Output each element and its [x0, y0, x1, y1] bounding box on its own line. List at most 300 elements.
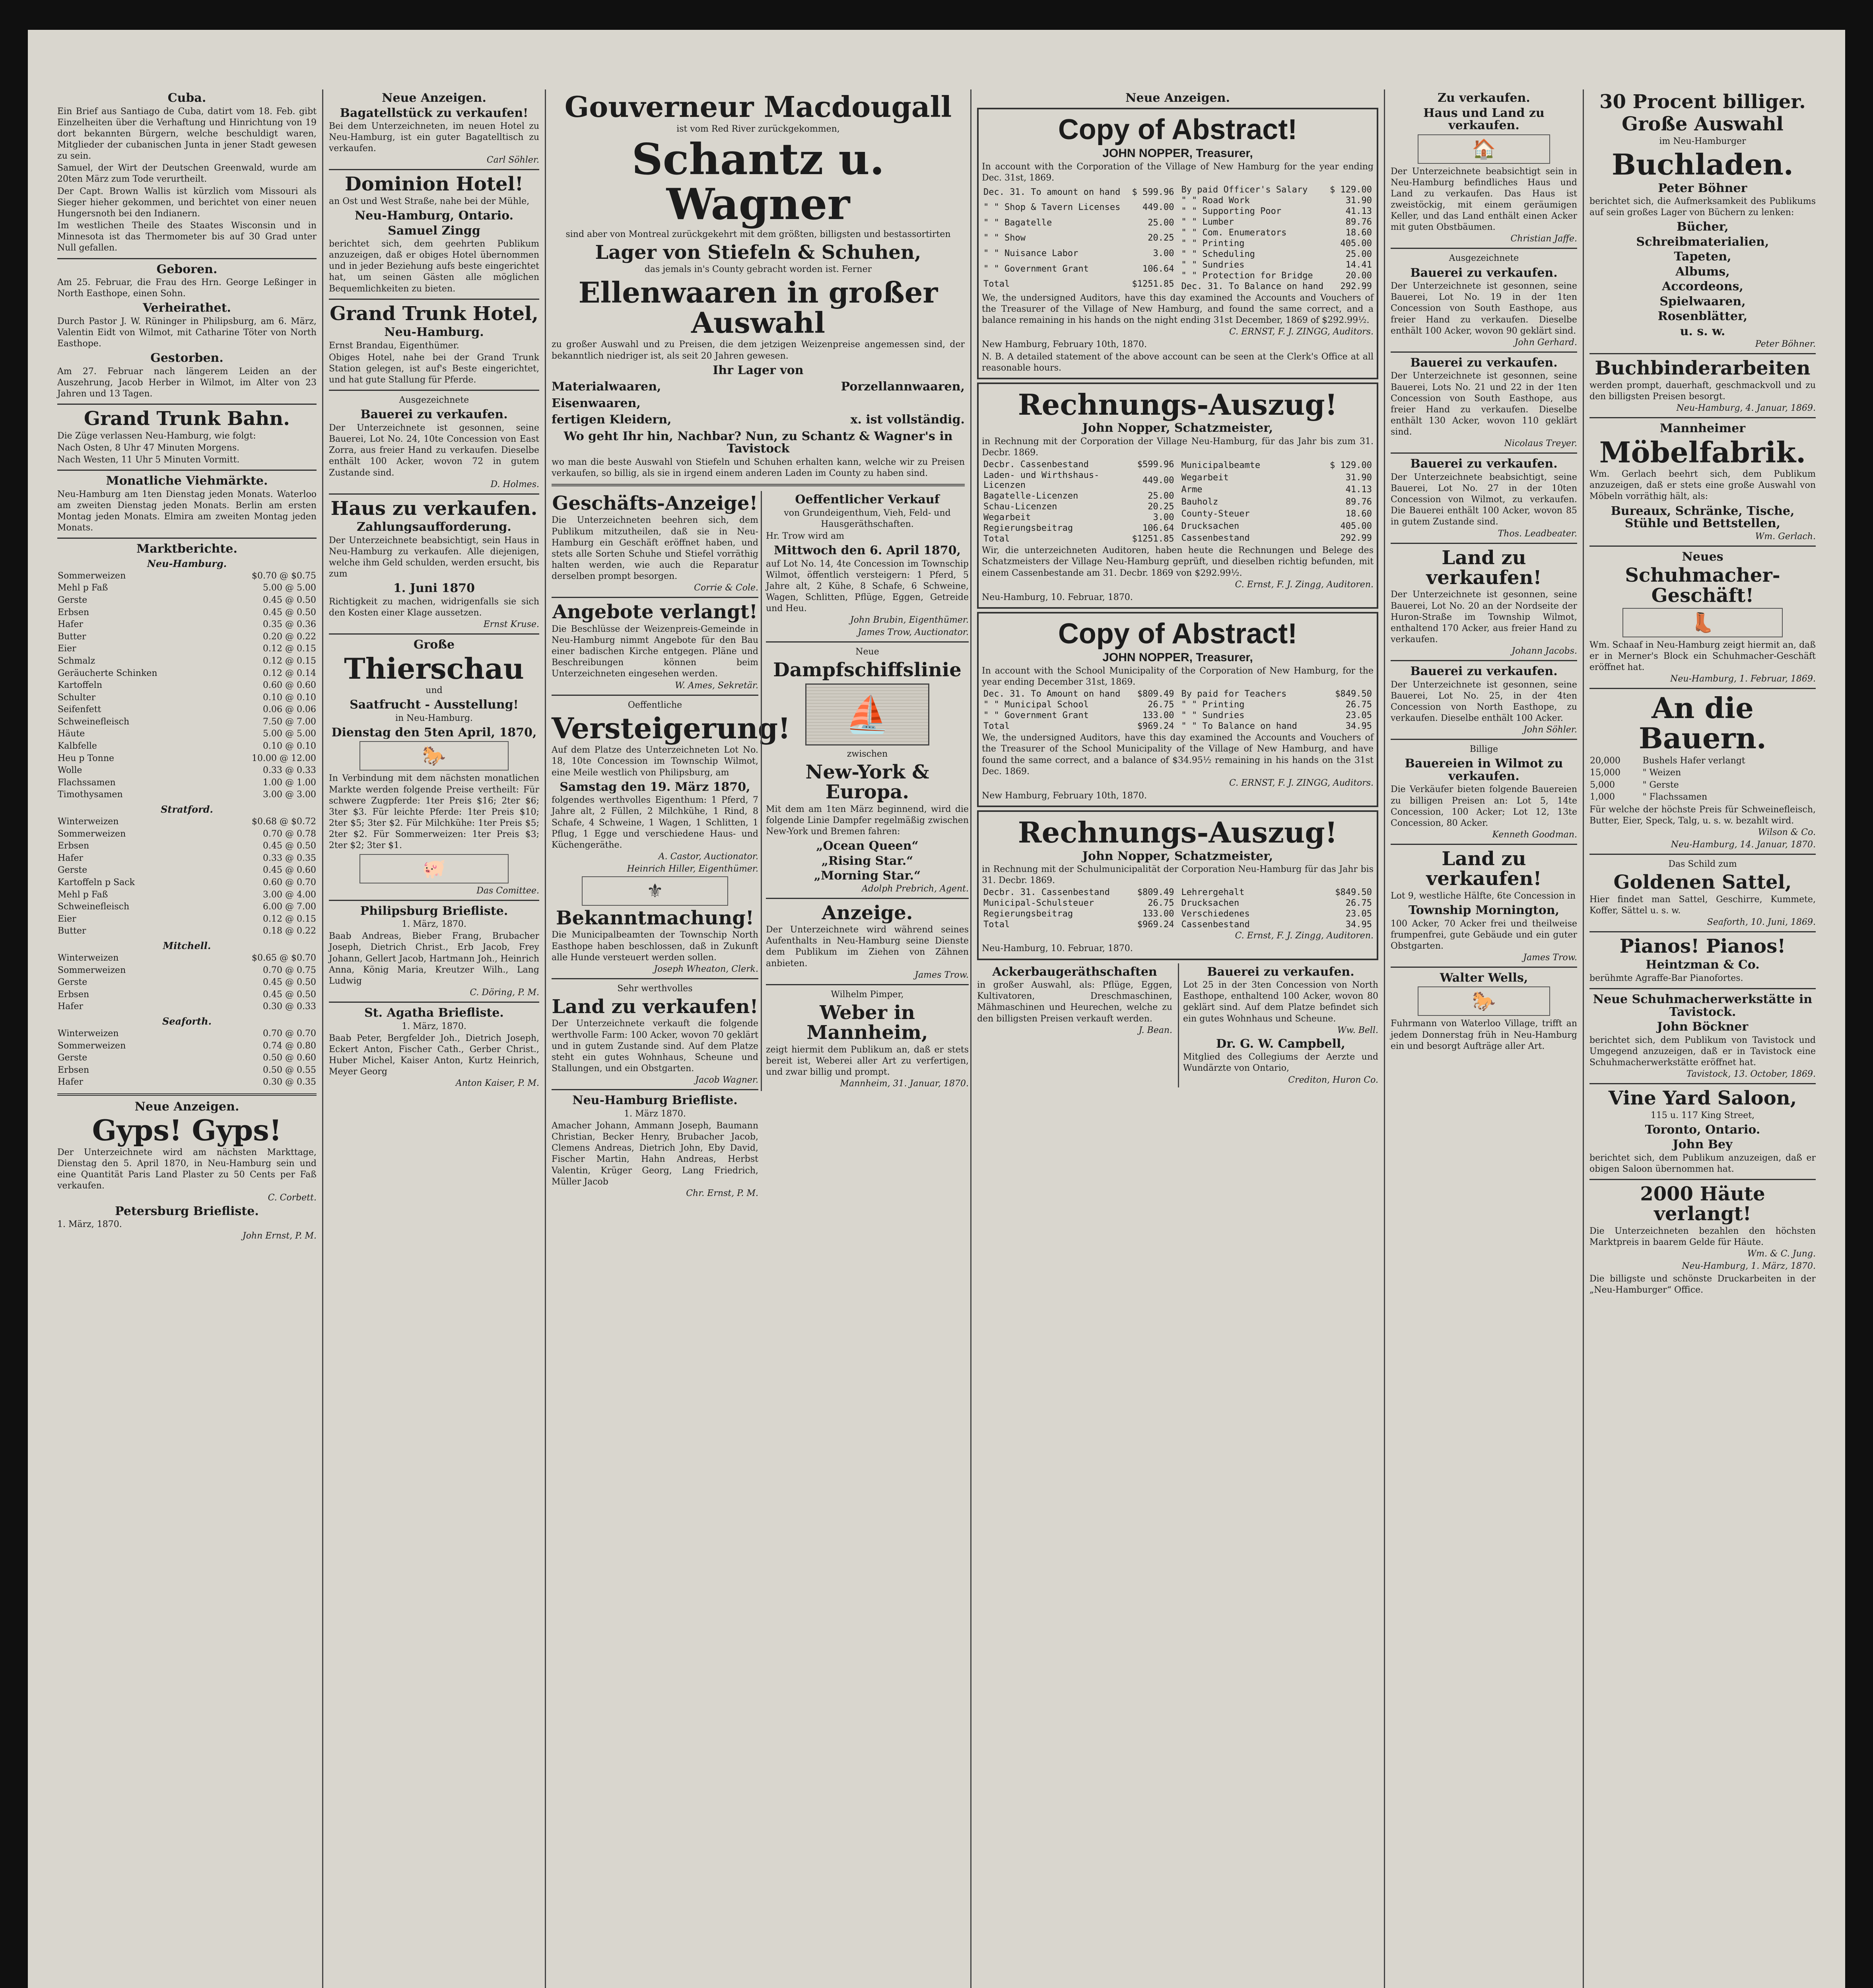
column-6 — [1583, 89, 1821, 1988]
walter-wells-text: Fuhrmann von Waterloo Village, trifft an jedem Donnerstag früh in Neu-Hamburg ein und besorgt Aufträge aller Art. — [1391, 1019, 1577, 1051]
divider — [329, 390, 539, 391]
divider — [57, 538, 317, 539]
column-2 — [322, 89, 545, 1988]
farmers-date: Neu-Hamburg, 14. Januar, 1870. — [1671, 840, 1816, 850]
land-sale-2-text: Lot 9, westliche Hälfte, 6te Concession in — [1391, 891, 1576, 901]
births-heading: Geboren. — [156, 262, 218, 276]
account-summary-date: Neu-Hamburg, 10. Februar, 1870. — [982, 592, 1133, 602]
table-row: " " Protection for Bridge 20.00 — [1181, 270, 1372, 281]
table-row: Hafer 0.30 @ 0.35 — [58, 1077, 316, 1087]
table-row: Wegarbeit 31.90 — [1181, 472, 1372, 483]
wilmot-farms-heading: Bauereien in Wilmot zu verkaufen. — [1405, 757, 1563, 783]
auction-signature-1: A. Castor, Auctionator. — [658, 852, 758, 862]
table-row: Schau-Licenzen 20.25 — [983, 502, 1174, 512]
list-item: u. s. w. — [1680, 324, 1725, 338]
greenwald-text: Samuel, der Wirt der Deutschen Greenwald, wurde am 20ten März zum Tode verurtheilt. — [57, 163, 317, 184]
table-row: 20,000 Bushels Hafer verlangt — [1590, 755, 1745, 766]
divider — [766, 898, 969, 899]
table-row: Gerste 0.45 @ 0.50 — [58, 977, 316, 988]
divider — [1589, 417, 1816, 418]
divider — [552, 484, 965, 486]
list-item: Eisenwaaren, — [552, 396, 641, 410]
table-row: " " Nuisance Labor 3.00 — [983, 248, 1174, 258]
auction-text: Auf dem Platze des Unterzeichneten Lot No. 18, 10te Concession im Townschip Wilmot, eine Meile westlich von Philipsburg, am — [552, 745, 758, 778]
selection-sub: im Neu-Hamburger — [1659, 136, 1746, 146]
governor-heading: Gouverneur Macdougall — [564, 90, 952, 124]
steamship-ship-1: „Ocean Queen“ — [816, 839, 919, 853]
tavistock-shoe-date: Tavistock, 13. October, 1869. — [1686, 1069, 1816, 1079]
table-row: 5,000 " Gerste — [1590, 780, 1679, 790]
table-row: Verschiedenes 23.05 — [1181, 909, 1372, 919]
divider — [57, 258, 317, 259]
farm-sale-text: Der Unterzeichnete ist gesonnen, seine Bauerei, Lot No. 24, 10te Concession von East Zorra, aus freier Hand zu verkaufen. Dieselbe enthält 100 Acker, wovon 72 in gutem Zustande sind. — [329, 423, 539, 478]
table-row: Dec. 31. To amount on hand $ 599.96 — [983, 187, 1174, 197]
table-row: " " Government Grant 106.64 — [983, 264, 1174, 274]
abstract-debit-table — [982, 184, 1176, 292]
table-row: Schulter 0.10 @ 0.10 — [58, 692, 316, 703]
land-sale-heading: Land zu verkaufen! — [552, 996, 758, 1018]
divider — [1589, 1179, 1816, 1180]
farm-sale-signature: D. Holmes. — [490, 479, 539, 489]
nh-list-signature: Chr. Ernst, P. M. — [686, 1188, 758, 1198]
house-sale-heading: Haus zu verkaufen. — [330, 497, 538, 520]
abstract-accounts — [982, 184, 1374, 292]
weaver-heading: Weber in Mannheim, — [806, 1001, 928, 1044]
farm-sale-ad — [1178, 963, 1378, 1087]
deaths-heading: Gestorben. — [150, 351, 223, 365]
divider — [1391, 967, 1577, 968]
table-row: Hafer 0.33 @ 0.35 — [58, 853, 316, 863]
farm-3-signature: Thos. Leadbeater. — [1498, 528, 1577, 539]
table-row: Erbsen 0.50 @ 0.55 — [58, 1065, 316, 1075]
schantz-wagner-heading: Schantz u. Wagner — [631, 134, 885, 230]
saloon-address: 115 u. 117 King Street, — [1650, 1110, 1755, 1120]
tenders-heading: Angebote verlangt! — [552, 601, 758, 623]
coat-of-arms-icon: ⚜ — [582, 876, 728, 906]
public-sale-text: Hr. Trow wird am — [766, 531, 844, 541]
list-item: Spielwaaren, — [1659, 294, 1746, 309]
schantz-wagner-text: sind aber von Montreal zurückgekehrt mit dem größten, billigsten und bestassortirten — [565, 229, 951, 239]
school-abstract-auditors: C. ERNST, F. J. ZINGG, Auditors. — [1229, 778, 1374, 788]
pig-icon: 🐖 — [359, 854, 508, 883]
tavistock-shoe-text: berichtet sich, dem Publikum von Tavistock und Umgegend anzuzeigen, daß er in Tavistock eine Schuhmacherwerkstätte eröffnet hat. — [1589, 1035, 1816, 1068]
payment-request-text: Der Unterzeichnete beabsichtigt, sein Haus in Neu-Hamburg zu verkaufen. Alle diejenigen, welche ihm Geld schulden, werden ersucht, bis zum — [329, 535, 539, 579]
business-notice-text: Die Unterzeichneten beehren sich, dem Publikum mitzutheilen, daß sie in Neu-Hamburg ein Geschäft eröffnet haben, und stets alle Sorten Schuhe und Stiefel vorräthig halten werden, wie auch die Reparatur derselben prompt besorgen. — [552, 515, 758, 582]
dominion-hotel-owner: Samuel Zingg — [388, 223, 480, 238]
hides-text: Die Unterzeichneten bezahlen den höchsten Marktpreis in baarem Gelde für Häute. — [1589, 1226, 1816, 1247]
house-land-text: Der Unterzeichnete beabsichtigt sein in Neu-Hamburg befindliches Haus und Land zu verkaufen. Das Haus ist zweistöckig, mit einem geräumigen Keller, und das Land enthält einen Acker mit guten Obstbäumen. — [1391, 166, 1577, 233]
account-summary-audit: Wir, die unterzeichneten Auditoren, haben heute die Rechnungen und Belege des Schatzmeisters der Village Neu-Hamburg geprüft, und dieselben richtig befunden, mit einem Cassenbestande am 31. Decbr. 1869 von $292.99½. — [982, 546, 1374, 578]
capt-text: Der Capt. Brown Wallis ist kürzlich vom Missouri als Sieger hieher gekommen, und berichtet von einer neuen Hungersnoth bei den Indianern. — [57, 186, 317, 219]
divider — [766, 641, 969, 643]
steamship-heading: Dampfschiffslinie — [773, 659, 962, 681]
doctor-place: Crediton, Huron Co. — [1288, 1075, 1378, 1085]
public-sale-signature-1: John Brubin, Eigenthümer. — [850, 615, 969, 625]
list-item: Accordeons, — [1662, 280, 1743, 294]
weaver-signature: Mannheim, 31. Januar, 1870. — [840, 1079, 969, 1089]
divider — [1589, 931, 1816, 932]
bottom-ads-row — [977, 963, 1378, 1087]
table-row: Total $969.24 — [983, 920, 1174, 930]
abstract-box — [977, 108, 1378, 379]
cuba-heading: Cuba. — [167, 91, 206, 105]
table-row: Eier 0.12 @ 0.15 — [58, 914, 316, 924]
bookbinding-text: werden prompt, dauerhaft, geschmackvoll und zu den billigsten Preisen besorgt. — [1589, 380, 1816, 402]
table-row: 1,000 " Flachssamen — [1590, 792, 1708, 802]
auction-text2: folgendes werthvolles Eigenthum: 1 Pferd, 7 Jahre alt, 2 Füllen, 2 Milchkühe, 1 Rind, 8 Schafe, 4 Schweine, 1 Wagen, 1 Schlitten, 1 Pflug, 1 Egge und verschiedene Haus- und Küchengeräthe. — [552, 795, 758, 850]
town-heading: Seaforth. — [162, 1015, 212, 1027]
animal-show-place: in Neu-Hamburg. — [395, 713, 473, 723]
school-abstract-accounts — [982, 689, 1374, 732]
petersburg-signature: John Ernst, P. M. — [242, 1231, 317, 1241]
table-row: Butter 0.18 @ 0.22 — [58, 926, 316, 936]
farm-2-heading: Bauerei zu verkaufen. — [1410, 355, 1558, 370]
table-row: Dec. 31. To Balance on hand 292.99 — [1181, 281, 1372, 291]
schantz-wagner-big: Ellenwaaren in großer Auswahl — [578, 276, 938, 340]
account-summary-sub: in Rechnung mit der Corporation der Village Neu-Hamburg, für das Jahr bis zum 31. Decbr. 1869. — [982, 436, 1374, 458]
business-notice-heading: Geschäfts-Anzeige! — [552, 492, 758, 515]
farmers-text: Für welche der höchste Preis für Schweinefleisch, Butter, Eier, Speck, Talg, u. s. w. bezahlt wird. — [1589, 804, 1816, 826]
divider — [1391, 452, 1577, 454]
farm-3-text: Der Unterzeichnete beabsichtigt, seine Bauerei, Lot No. 27 in der 10ten Concession von Wilmot, zu verkaufen. Die Bauerei enthält 100 Acker, wovon 85 in gutem Zustande sind. — [1391, 472, 1577, 527]
price-table-neu-hamburg — [57, 570, 317, 801]
shoemaker-date: Neu-Hamburg, 1. Februar, 1869. — [1670, 674, 1816, 684]
abstract-audit: We, the undersigned Auditors, have this day examined the Accounts and Vouchers of the Treasurer of the Village of New Hamburg, and found the same correct, and a balance remaining in his hands on the night ending 31st December, 1869 of $292.99½. — [982, 293, 1374, 326]
farm-tools-signature: J. Bean. — [1139, 1025, 1172, 1035]
school-abstract-credit-table — [1180, 689, 1374, 732]
schantz-wagner-text3: wo man die beste Auswahl von Stiefeln und Schuhen erhalten kann, welche wir zu Preisen verkaufen, so billig, als sie in irgend einem anderen Laden im County zu haben sind. — [552, 457, 965, 478]
selection-heading: Große Auswahl — [1622, 113, 1784, 136]
notice-heading: Anzeige. — [822, 901, 913, 924]
steamship-between: zwischen — [847, 749, 888, 759]
goods-list — [552, 378, 965, 395]
steamship-signature: Adolph Prebrich, Agent. — [862, 883, 969, 894]
table-row: Schweinefleisch 7.50 @ 7.00 — [58, 716, 316, 727]
table-row: Seifenfett 0.06 @ 0.06 — [58, 705, 316, 715]
town-heading: Mitchell. — [163, 940, 211, 951]
land-sale-2-heading: Land zu verkaufen! — [1426, 848, 1542, 890]
animal-show-date: Dienstag den 5ten April, 1870, — [331, 725, 537, 740]
account-summary-income-table — [982, 459, 1176, 544]
abstract-auditors: C. ERNST, F. J. ZINGG, Auditors. — [1229, 327, 1374, 337]
table-row: Hafer 0.30 @ 0.33 — [58, 1002, 316, 1012]
school-account-summary-treasurer: John Nopper, Schatzmeister, — [1082, 849, 1273, 863]
bagatelle-text: Bei dem Unterzeichneten, im neuen Hotel zu Neu-Hamburg, ist ein guter Bagatelltisch zu verkaufen. — [329, 121, 539, 154]
school-account-summary-date: Neu-Hamburg, 10. Februar, 1870. — [982, 944, 1133, 954]
steamship-icon — [805, 683, 929, 746]
divider — [57, 404, 317, 405]
list-item: Schreibmaterialien, — [1636, 235, 1769, 249]
list-item: Rosenblätter, — [1657, 309, 1748, 324]
table-row: " " Supporting Poor 41.13 — [1181, 206, 1372, 216]
column-3-right — [761, 491, 969, 1091]
tenders-text: Die Beschlüsse der Weizenpreis-Gemeinde in Neu-Hamburg nimmt Angebote für den Bau einer badischen Kirche entgegen. Pläne und Beschreibungen können beim Unterzeichneten eingesehen werden. — [552, 624, 758, 679]
new-ads-heading: Neue Anzeigen. — [382, 91, 486, 105]
pianos-heading: Pianos! Pianos! — [1619, 935, 1786, 958]
tavistock-shoe-owner: John Böckner — [1657, 1020, 1749, 1034]
table-row: Sommerweizen 0.74 @ 0.80 — [58, 1041, 316, 1051]
print-office-note: Die billigste und schönste Druckarbeiten in der „Neu-Hamburger“ Office. — [1589, 1274, 1816, 1295]
philipsburg-list-date: 1. März, 1870. — [402, 919, 466, 930]
steamship-ship-2: „Rising Star.“ — [821, 854, 913, 868]
railway-text: Die Züge verlassen Neu-Hamburg, wie folgt: — [57, 431, 256, 441]
nh-list-names: Amacher Johann, Ammann Joseph, Baumann Christian, Becker Henry, Brubacher Jacob, Clemens Andreas, Dietrich John, Eby David, Fischer Martin, Hahn Andreas, Herbst Valentin, Krüger Georg, Lang Friedrich, Müller Jacob — [552, 1120, 758, 1187]
house-icon: 🏠 — [1418, 134, 1550, 164]
newspaper-page — [28, 30, 1845, 1988]
price-table-mitchell — [57, 952, 317, 1013]
divider — [1589, 854, 1816, 855]
table-row: County-Steuer 18.60 — [1181, 509, 1372, 519]
table-row: Regierungsbeitrag 106.64 — [983, 523, 1174, 534]
town-heading: Stratford. — [161, 804, 213, 815]
table-row: " " Sundries 23.05 — [1181, 711, 1372, 721]
dominion-hotel-text: berichtet sich, dem geehrten Publikum anzuzeigen, daß er obiges Hotel übernommen und in jeder Beziehung aufs beste eingerichtet hat, um seinen Gästen alle möglichen Bequemlichkeiten zu bieten. — [329, 239, 539, 294]
deaths-text: Am 27. Februar nach längerem Leiden an der Auszehrung, Jacob Herber in Wilmot, im Alter von 23 Jahren und 13 Tagen. — [57, 366, 317, 399]
business-notice-signature: Corrie & Cole. — [694, 583, 758, 593]
farmers-heading: An die Bauern. — [1638, 691, 1766, 755]
school-abstract-sub: In account with the School Municipality of the Corporation of New Hamburg, for the year ending December 31st, 1869. — [982, 666, 1374, 687]
list-item: Materialwaaren, — [552, 380, 661, 394]
furniture-heading: Möbelfabrik. — [1599, 435, 1806, 469]
table-row: " " Municipal School 26.75 — [983, 700, 1174, 710]
notice-signature: James Trow. — [915, 970, 969, 980]
divider — [57, 470, 317, 471]
abstract-note: N. B. A detailed statement of the above account can be seen at the Clerk's Office at all reasonable hours. — [982, 351, 1374, 373]
farm-sale-heading: Bauerei zu verkaufen. — [360, 408, 508, 422]
divider — [329, 1002, 539, 1003]
public-sale-date: Mittwoch den 6. April 1870, — [774, 544, 961, 558]
bagatelle-heading: Bagatellstück zu verkaufen! — [340, 106, 528, 120]
table-row: Total $1251.85 — [983, 534, 1174, 544]
boot-icon: 👢 — [1622, 608, 1782, 637]
governor-sub: ist vom Red River zurückgekommen, — [676, 124, 840, 134]
pianos-maker: Heintzman & Co. — [1646, 958, 1760, 972]
payment-request-date: 1. Juni 1870 — [393, 581, 475, 596]
table-row: " " Road Work 31.90 — [1181, 195, 1372, 206]
bookstore-heading: Buchladen. — [1612, 147, 1793, 181]
farm-2-signature: Nicolaus Treyer. — [1504, 439, 1577, 449]
payment-request-signature: Ernst Kruse. — [483, 619, 539, 630]
school-account-summary-expense-table — [1180, 887, 1374, 930]
table-row: Cassenbestand 292.99 — [1181, 533, 1372, 544]
wilmot-farms-signature: Kenneth Goodman. — [1492, 830, 1577, 840]
table-row: Flachssamen 1.00 @ 1.00 — [58, 777, 316, 788]
table-row: By paid Officer's Salary $ 129.00 — [1181, 184, 1372, 195]
account-summary-auditors: C. Ernst, F. J. Zingg, Auditoren. — [1235, 579, 1374, 590]
schantz-wagner-lager: Ihr Lager von — [713, 363, 804, 377]
table-row: Drucksachen 26.75 — [1181, 898, 1372, 909]
table-row: " " Bagatelle 25.00 — [983, 217, 1174, 228]
saddle-pre: Das Schild zum — [1668, 859, 1737, 870]
account-summary-box — [977, 382, 1378, 609]
school-abstract-treasurer: JOHN NOPPER, Treasurer, — [1102, 651, 1253, 664]
list-item: Tapeten, — [1674, 250, 1731, 264]
saddle-date: Seaforth, 10. Juni, 1869. — [1707, 917, 1816, 928]
furniture-text: Wm. Gerlach beehrt sich, dem Publikum anzuzeigen, daß er stets eine große Auswahl von Möbeln vorräthig hält, als: — [1589, 469, 1816, 502]
divider — [329, 299, 539, 300]
goods-list — [552, 395, 965, 412]
land-sale-2-text2: 100 Acker, 70 Acker frei und theilweise frumpenfrei, gute Gebäude und ein guter Obstgarten. — [1391, 918, 1577, 951]
steamship-ship-3: „Morning Star.“ — [814, 869, 921, 883]
school-abstract-debit-table — [982, 689, 1176, 732]
land-sale-text: Der Unterzeichnete ist gesonnen, seine Bauerei, Lot No. 20 an der Nordseite der Huron-Straße im Township Wilmot, enthaltend 170 Acker, aus freier Hand zu verkaufen. — [1391, 590, 1577, 645]
table-row: Dec. 31. To Amount on hand $809.49 — [983, 689, 1174, 699]
price-table-seaforth — [57, 1028, 317, 1089]
hides-signature: Wm. & C. Jung. — [1747, 1249, 1816, 1259]
announcement-heading: Bekanntmachung! — [556, 907, 754, 930]
dominion-hotel-sub: an Ost und West Straße, nahe bei der Mühle, — [329, 196, 530, 206]
divider — [329, 493, 539, 495]
auction-pre: Oeffentliche — [628, 700, 682, 710]
schantz-wagner-line2: das jemals in's County gebracht worden ist. Ferner — [644, 264, 872, 275]
divider — [1589, 688, 1816, 689]
farm-4-text: Der Unterzeichnete ist gesonnen, seine Bauerei, Lot No. 25, in der 4ten Concession von North Easthope, zu verkaufen. Dieselbe enthält 100 Acker. — [1391, 679, 1577, 724]
payment-request-rest: Richtigkeit zu machen, widrigenfalls sie sich den Kosten einer Klage aussetzen. — [329, 596, 539, 618]
column-5 — [1384, 89, 1583, 1988]
list-item: Albums, — [1675, 264, 1730, 279]
table-row: " " Printing 405.00 — [1181, 238, 1372, 248]
table-row: Decbr. 31. Cassenbestand $809.49 — [983, 887, 1174, 898]
bookstore-signature: Peter Böhner. — [1755, 339, 1816, 349]
grand-trunk-hotel-text: Obiges Hotel, nahe bei der Grand Trunk Station gelegen, ist auf's Beste eingerichtet, und hat gute Stallung für Pferde. — [329, 352, 539, 385]
account-summary-accounts — [982, 459, 1374, 544]
weaver-pre: Wilhelm Pimper, — [831, 989, 904, 1000]
table-row: Mehl p Faß 5.00 @ 5.00 — [58, 583, 316, 593]
bookbinding-date: Neu-Hamburg, 4. Januar, 1869. — [1676, 403, 1816, 414]
farm-tools-ad — [977, 963, 1172, 1087]
divider — [552, 597, 758, 598]
table-row: Schmalz 0.12 @ 0.15 — [58, 656, 316, 666]
st-agatha-list-signature: Anton Kaiser, P. M. — [455, 1078, 539, 1089]
divider — [329, 900, 539, 901]
farm-1-pre: Ausgezeichnete — [1449, 253, 1519, 264]
philipsburg-list-heading: Philipsburg Briefliste. — [360, 904, 508, 918]
school-account-summary-heading: Rechnungs-Auszug! — [1018, 815, 1338, 850]
animal-show-sub: Saatfrucht - Ausstellung! — [350, 698, 519, 712]
table-row: Arme 41.13 — [1181, 485, 1372, 495]
divider — [329, 633, 539, 635]
table-row: Hafer 0.35 @ 0.36 — [58, 619, 316, 630]
animal-show-text: In Verbindung mit dem nächsten monatlichen Markte werden folgende Preise vertheilt: Für schwere Zugpferde: 1ter Preis $16; 2ter $6; 3ter $3. Für leichte Pferde: 1ter Preis $10; 2ter $5; 3ter $2. Für Milchkühe: 1ter Preis $5; 2ter $2. Für Sommerweizen: 1ter Preis $3; 2ter $2; 3ter $1. — [329, 773, 539, 851]
doctor-sub: Mitglied des Collegiums der Aerzte und Wundärzte von Ontario, — [1183, 1052, 1378, 1074]
cuba-text: Ein Brief aus Santiago de Cuba, datirt vom 18. Feb. gibt Einzelheiten über die Verhaftung und Hinrichtung von 19 dort bekannten Bürgern, welche beschuldigt waren, Mitglieder der cubanischen Junta in jener Stadt gewesen zu sein. — [57, 106, 317, 161]
gyps-text: Der Unterzeichnete wird am nächsten Markttage, Dienstag den 5. April 1870, in Neu-Hamburg sein und eine Quantität Paris Land Plaster zu 50 Cents per Faß verkaufen. — [57, 1147, 317, 1191]
hides-heading: 2000 Häute verlangt! — [1640, 1182, 1765, 1225]
births-text: Am 25. Februar, die Frau des Hrn. George Leßinger in North Easthope, einen Sohn. — [57, 278, 317, 299]
announcement-signature: Joseph Wheaton, Clerk. — [654, 964, 758, 974]
table-row: Total $1251.85 — [983, 279, 1174, 289]
divider — [552, 695, 758, 696]
divider — [1589, 988, 1816, 989]
philipsburg-list-names: Baab Andreas, Bieber Frang, Brubacher Joseph, Dietrich Christ., Erb Jacob, Frey Johann, Gellert Jacob, Hartmann Joh., Heinrich Anna, König Maria, Kreutzer Wilh., Lang Ludwig — [329, 931, 539, 986]
house-land-signature: Christian Jaffe. — [1510, 234, 1577, 244]
school-abstract-heading: Copy of Abstract! — [1058, 617, 1298, 650]
table-row: Regierungsbeitrag 133.00 — [983, 909, 1174, 919]
doctor-heading: Dr. G. W. Campbell, — [1216, 1037, 1345, 1051]
column-3 — [545, 89, 970, 1988]
divider — [1391, 739, 1577, 740]
petersburg-heading: Petersburg Briefliste. — [115, 1204, 259, 1218]
divider — [1391, 660, 1577, 661]
saloon-text: berichtet sich, dem Publikum anzuzeigen, daß er obigen Saloon übernommen hat. — [1589, 1153, 1816, 1174]
divider — [1589, 1083, 1816, 1084]
table-row: Lehrergehalt $849.50 — [1181, 887, 1372, 898]
table-row: Drucksachen 405.00 — [1181, 521, 1372, 531]
table-row: Cassenbestand 34.95 — [1181, 920, 1372, 930]
dominion-hotel-place: Neu-Hamburg, Ontario. — [354, 209, 514, 223]
abstract-date: New Hamburg, February 10th, 1870. — [982, 340, 1147, 350]
table-row: Schweinefleisch 6.00 @ 7.00 — [58, 902, 316, 912]
school-account-summary-auditors: C. Ernst, F. J. Zingg, Auditoren. — [1235, 931, 1374, 941]
table-row: Timothysamen 3.00 @ 3.00 — [58, 790, 316, 800]
table-row: Municipal-Schulsteuer 26.75 — [983, 898, 1174, 909]
column-1 — [52, 89, 322, 1988]
farm-1-heading: Bauerei zu verkaufen. — [1410, 266, 1558, 280]
wilmot-farms-pre: Billige — [1469, 744, 1498, 755]
land-sale-signature: Johann Jacobs. — [1512, 646, 1577, 656]
wagon-icon: 🐎 — [1418, 986, 1550, 1016]
nh-list-date: 1. März 1870. — [624, 1109, 686, 1119]
divider — [766, 984, 969, 985]
abstract-heading: Copy of Abstract! — [1058, 113, 1298, 146]
cattle-markets-heading: Monatliche Viehmärkte. — [106, 474, 268, 488]
gyps-signature: C. Corbett. — [268, 1192, 317, 1203]
grand-trunk-hotel-place: Neu-Hamburg. — [384, 325, 484, 340]
walter-wells-heading: Walter Wells, — [1440, 971, 1528, 985]
table-row: " " Scheduling 25.00 — [1181, 249, 1372, 259]
farm-sale-heading: Bauerei zu verkaufen. — [1207, 965, 1354, 979]
bagatelle-signature: Carl Söhler. — [486, 155, 539, 165]
land-sale-pre: Sehr werthvolles — [617, 983, 693, 994]
saloon-place: Toronto, Ontario. — [1645, 1122, 1760, 1137]
st-agatha-list-date: 1. März, 1870. — [402, 1021, 466, 1031]
new-ads-heading: Neue Anzeigen. — [134, 1099, 239, 1114]
market-reports-heading: Marktberichte. — [136, 542, 237, 556]
public-sale-signature-2: James Trow, Auctionator. — [858, 627, 969, 638]
column-3-left — [552, 491, 791, 1201]
marriages-heading: Verheirathet. — [142, 301, 231, 315]
account-summary-heading: Rechnungs-Auszug! — [1018, 387, 1338, 421]
abstract-credit-table — [1180, 184, 1374, 292]
saddle-text: Hier findet man Sattel, Geschirre, Kummete, Koffer, Sättel u. s. w. — [1589, 894, 1816, 916]
for-sale-heading: Zu verkaufen. — [1438, 91, 1530, 105]
dominion-hotel-heading: Dominion Hotel! — [345, 173, 523, 196]
public-sale-sub: von Grundeigenthum, Vieh, Feld- und Hausgeräthschaften. — [784, 508, 951, 529]
announcement-text: Die Municipalbeamten der Townschip North Easthope haben beschlossen, daß in Zukunft alle Hunde versteuert werden sollen. — [552, 930, 758, 963]
table-row: Gerste 0.50 @ 0.60 — [58, 1053, 316, 1063]
furniture-pre: Mannheimer — [1659, 421, 1746, 436]
st-agatha-list-names: Baab Peter, Bergfelder Joh., Dietrich Joseph, Eckert Anton, Fischer Cath., Gerber Christ., Huber Michel, Kaiser Anton, Kurtz Heinrich, Meyer Georg — [329, 1033, 539, 1077]
table-row: " " Government Grant 133.00 — [983, 711, 1174, 721]
table-row: " " Shop & Tavern Licenses 449.00 — [983, 202, 1174, 213]
saddle-heading: Goldenen Sattel, — [1613, 871, 1792, 894]
column-4 — [970, 89, 1384, 1988]
schantz-wagner-line: Lager von Stiefeln & Schuhen, — [595, 241, 921, 264]
table-row: " " Show 20.25 — [983, 233, 1174, 243]
list-item: Bücher, — [1677, 220, 1729, 234]
school-account-summary-income-table — [982, 887, 1176, 930]
table-row: Total $969.24 — [983, 721, 1174, 732]
farm-sale-pre: Ausgezeichnete — [399, 395, 469, 406]
tavistock-shoe-heading: Neue Schuhmacherwerkstätte in Tavistock. — [1593, 992, 1813, 1019]
divider — [1391, 248, 1577, 249]
public-sale-text2: auf Lot No. 14, 4te Concession im Townschip Wilmot, öffentlich versteigern: 1 Pferd, 5 Jahre alt, 2 Kühe, 8 Schafe, 6 Schweine, Wagen, Schlitten, Pflüge, Eggen, Getreide und Heu. — [766, 559, 969, 614]
farm-4-heading: Bauerei zu verkaufen. — [1410, 664, 1558, 679]
west-text: Im westlichen Theile des Staates Wisconsin und in Minnesota ist das Thermometer bis auf 30 Grad unter Null gefallen. — [57, 221, 317, 253]
farm-sale-text: Lot 25 in der 3ten Concession von North Easthope, enthaltend 100 Acker, wovon 80 geklärt sind. Auf dem Platze befindet sich ein gutes Wohnhaus und Scheune. — [1183, 980, 1378, 1024]
table-row: Gerste 0.45 @ 0.60 — [58, 865, 316, 876]
table-row: 15,000 " Weizen — [1590, 768, 1681, 778]
